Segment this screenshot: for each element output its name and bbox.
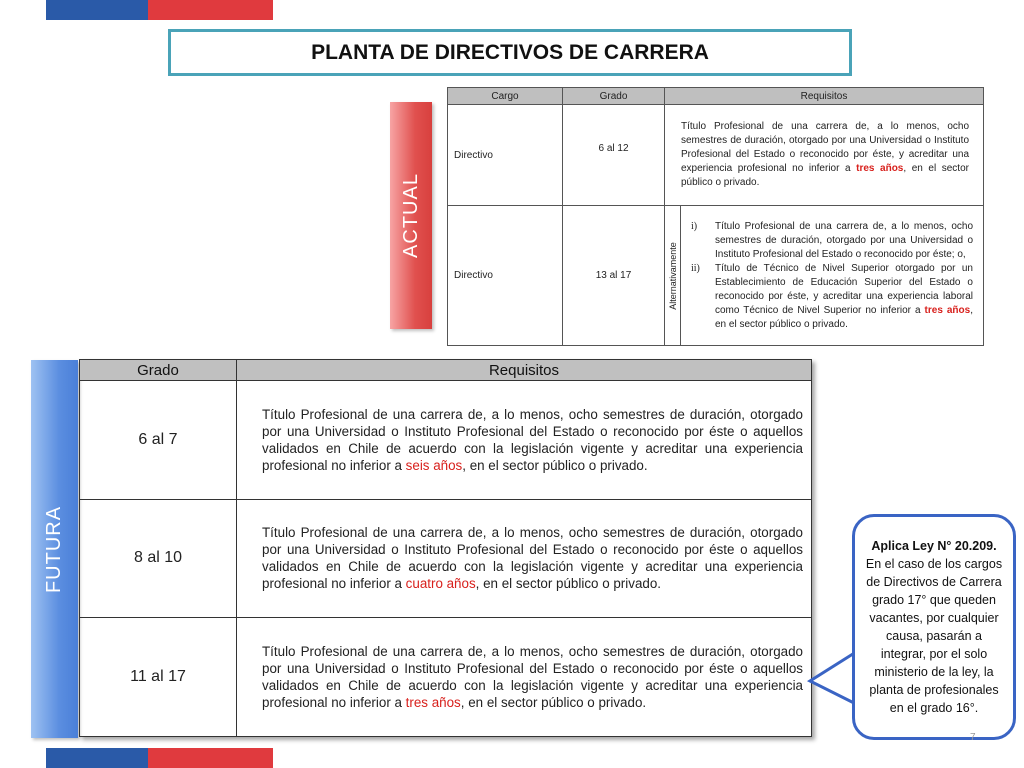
requisitos-cell: Título Profesional de una carrera de, a lo menos, ocho semestres de duración, otorgado por una Universidad o Instituto Profesional del Estado o reconocido por éste o aquellos validados en Chile de acuerdo con la legislación vigente y acreditar una experiencia profesional no inferior a tres años, en el sector público o privado. (237, 618, 812, 737)
cargo-cell: Directivo (448, 206, 563, 346)
actual-table-header (448, 88, 984, 105)
grado-cell: 6 al 12 (563, 105, 665, 206)
futura-label-text: FUTURA (43, 505, 66, 593)
grado-cell: 13 al 17 (563, 206, 665, 346)
bottom-flag-bar (46, 748, 273, 768)
futura-label (31, 360, 78, 738)
futura-requirements-table (79, 359, 812, 737)
requisitos-cell: Título Profesional de una carrera de, a lo menos, ocho semestres de duración, otorgado por una Universidad o Instituto Profesional del Estado o reconocido por éste, y acreditar una experiencia profesional no inferior a tres años, en el sector público o privado. (665, 105, 984, 206)
highlight-years: cuatro años (405, 576, 476, 592)
highlight-years: seis años (405, 457, 463, 473)
futura-table-header (80, 360, 812, 381)
actual-requirements-table (447, 87, 984, 346)
highlight-years: tres años (405, 695, 461, 711)
page-number: 7 (970, 732, 976, 743)
table-row (80, 499, 812, 618)
flag-red-segment (148, 748, 273, 768)
highlight-years: tres años (856, 163, 904, 174)
actual-label-text: ACTUAL (399, 173, 422, 258)
grado-cell: 8 al 10 (80, 499, 237, 618)
flag-red-segment (148, 0, 273, 20)
requirement-item: ii) Título de Técnico de Nivel Superior otorgado por un Establecimiento de Educación Superior del Estado o reconocido por éste, y acreditar una experiencia laboral como Técnico de Nivel Superior no inferior a tres años, en el sector público o privado. (691, 262, 973, 330)
page-title: PLANTA DE DIRECTIVOS DE CARRERA (168, 29, 852, 76)
requisitos-cell: Título Profesional de una carrera de, a lo menos, ocho semestres de duración, otorgado por una Universidad o Instituto Profesional del Estado o reconocido por éste o aquellos validados en Chile de acuerdo con la legislación vigente y acreditar una experiencia profesional no inferior a seis años, en el sector público o privado. (237, 381, 812, 500)
requisitos-cell (681, 206, 984, 346)
requirement-item: i) Título Profesional de una carrera de, a lo menos, ocho semestres de duración, otorgado por una Universidad o Instituto Profesional del Estado o reconocido por éste; o, (691, 220, 973, 260)
header-cargo: Cargo (448, 88, 563, 105)
actual-label (390, 102, 432, 329)
grado-cell: 11 al 17 (80, 618, 237, 737)
table-row (80, 381, 812, 500)
table-row (448, 206, 984, 346)
callout-text: En el caso de los cargos de Directivos de Carrera grado 17° que queden vacantes, por cualquier causa, pasarán a integrar, por el solo ministerio de la ley, la planta de profesionales en el grado 16°. (865, 557, 1003, 715)
cargo-cell: Directivo (448, 105, 563, 206)
requisitos-cell: Título Profesional de una carrera de, a lo menos, ocho semestres de duración, otorgado por una Universidad o Instituto Profesional del Estado o reconocido por éste o aquellos validados en Chile de acuerdo con la legislación vigente y acreditar una experiencia profesional no inferior a cuatro años, en el sector público o privado. (237, 499, 812, 618)
top-flag-bar (46, 0, 273, 20)
header-grado: Grado (80, 360, 237, 381)
table-row (80, 618, 812, 737)
highlight-years: tres años (924, 304, 971, 316)
table-row (448, 105, 984, 206)
flag-blue-segment (46, 748, 148, 768)
header-requisitos: Requisitos (237, 360, 812, 381)
header-grado: Grado (563, 88, 665, 105)
callout-law-reference: Aplica Ley N° 20.209. (871, 539, 997, 553)
callout-tail (806, 648, 858, 708)
alternativamente-cell: Alternativamente (665, 206, 681, 346)
flag-blue-segment (46, 0, 148, 20)
callout-note (852, 514, 1016, 740)
header-requisitos: Requisitos (665, 88, 984, 105)
grado-cell: 6 al 7 (80, 381, 237, 500)
